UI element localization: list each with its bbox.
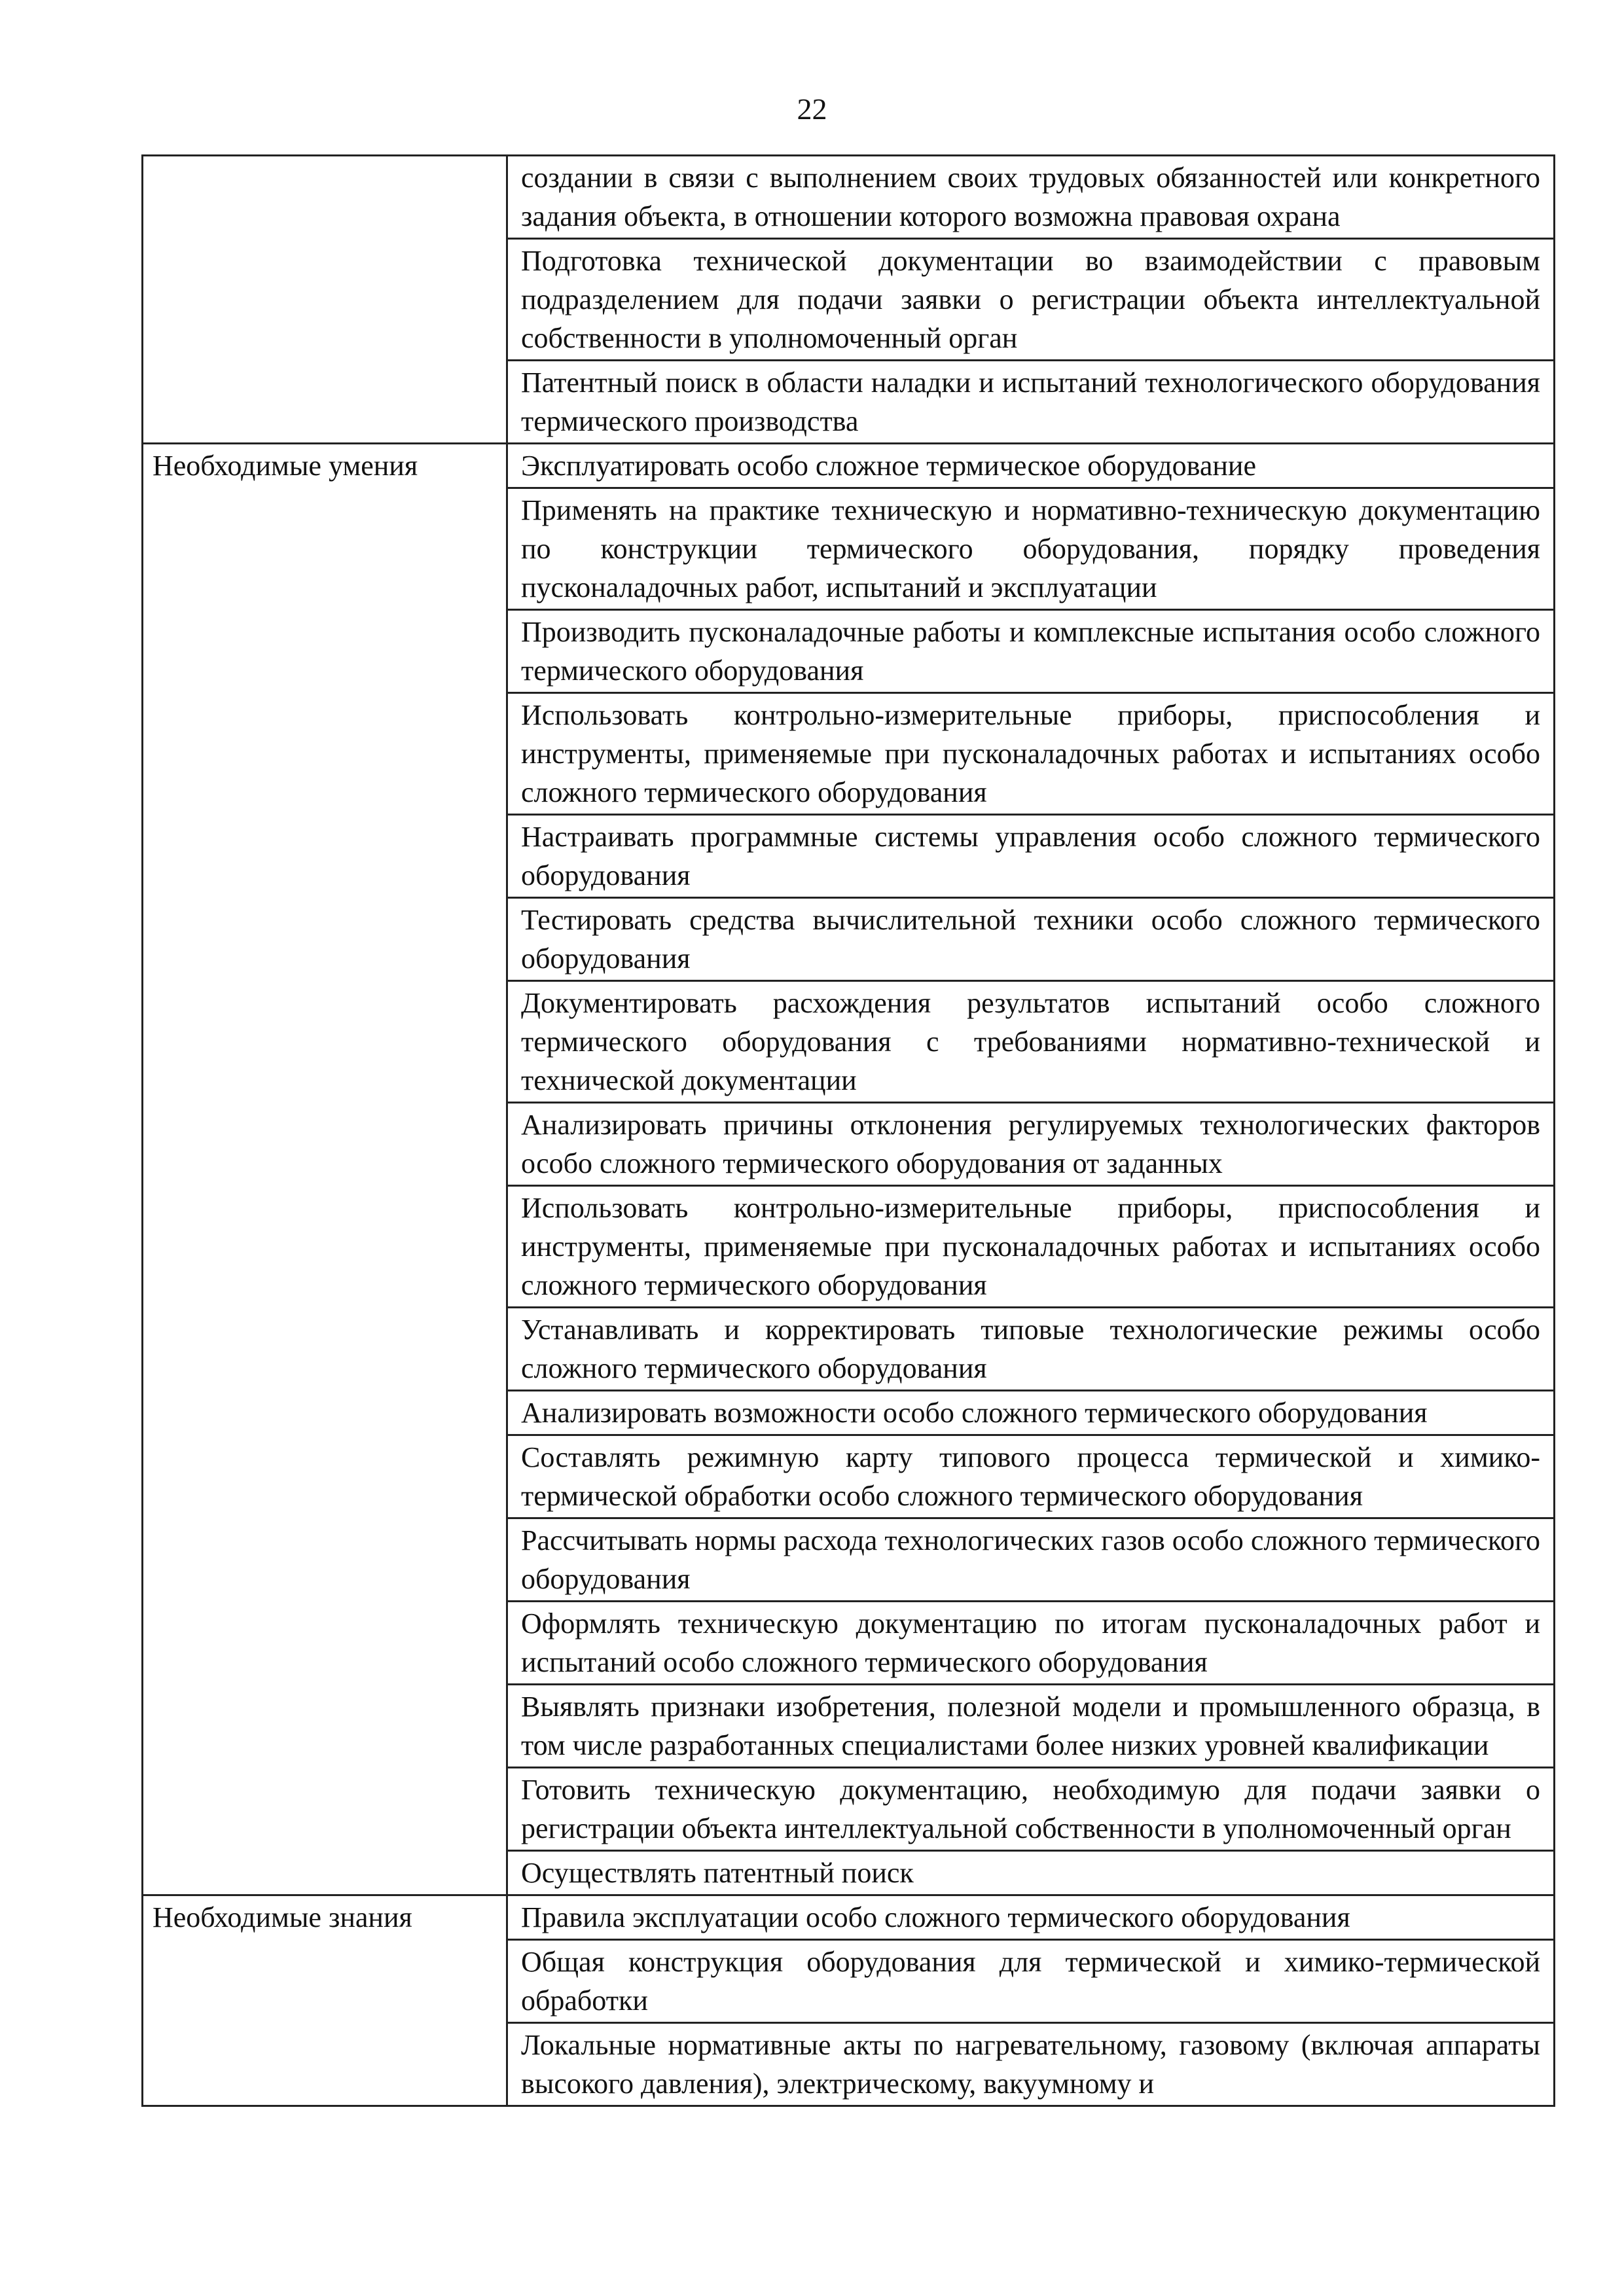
- requirement-item: Анализировать возможности особо сложного термического оборудования: [507, 1391, 1555, 1435]
- requirement-item: Готовить техническую документацию, необходимую для подачи заявки о регистрации объекта интеллектуальной собственности в уполномоченный орган: [507, 1768, 1555, 1851]
- table-row: [143, 444, 1555, 488]
- requirement-item: Анализировать причины отклонения регулируемых технологических факторов особо сложного термического оборудования от заданных: [507, 1103, 1555, 1186]
- section-label: Необходимые знания: [143, 1895, 507, 2106]
- requirement-item: Рассчитывать нормы расхода технологических газов особо сложного термического оборудования: [507, 1518, 1555, 1602]
- requirement-item: Подготовка технической документации во взаимодействии с правовым подразделением для подачи заявки о регистрации объекта интеллектуальной собственности в уполномоченный орган: [507, 239, 1555, 361]
- requirement-item: создании в связи с выполнением своих трудовых обязанностей или конкретного задания объекта, в отношении которого возможна правовая охрана: [507, 156, 1555, 239]
- section-label: Необходимые умения: [143, 444, 507, 1895]
- requirement-item: Тестировать средства вычислительной техники особо сложного термического оборудования: [507, 898, 1555, 981]
- requirement-item: Использовать контрольно-измерительные приборы, приспособления и инструменты, применяемые при пусконаладочных работах и испытаниях особо сложного термического оборудования: [507, 1186, 1555, 1308]
- requirement-item: Выявлять признаки изобретения, полезной модели и промышленного образца, в том числе разработанных специалистами более низких уровней квалификации: [507, 1685, 1555, 1768]
- page-number: 22: [797, 92, 827, 126]
- requirement-item: Осуществлять патентный поиск: [507, 1851, 1555, 1895]
- section-label-empty: [143, 156, 507, 444]
- requirement-item: Настраивать программные системы управления особо сложного термического оборудования: [507, 815, 1555, 898]
- requirement-item: Патентный поиск в области наладки и испытаний технологического оборудования термического производства: [507, 361, 1555, 444]
- requirement-item: Документировать расхождения результатов испытаний особо сложного термического оборудования с требованиями нормативно-технической и технической документации: [507, 981, 1555, 1103]
- requirement-item: Эксплуатировать особо сложное термическое оборудование: [507, 444, 1555, 488]
- table-row: [143, 156, 1555, 239]
- requirements-table: [141, 154, 1555, 2107]
- requirement-item: Локальные нормативные акты по нагревательному, газовому (включая аппараты высокого давления), электрическому, вакуумному и: [507, 2023, 1555, 2106]
- requirement-item: Производить пусконаладочные работы и комплексные испытания особо сложного термического оборудования: [507, 610, 1555, 693]
- table-row: [143, 1895, 1555, 1940]
- requirement-item: Общая конструкция оборудования для термической и химико-термической обработки: [507, 1940, 1555, 2023]
- requirement-item: Составлять режимную карту типового процесса термической и химико-термической обработки особо сложного термического оборудования: [507, 1435, 1555, 1518]
- requirement-item: Правила эксплуатации особо сложного термического оборудования: [507, 1895, 1555, 1940]
- requirement-item: Использовать контрольно-измерительные приборы, приспособления и инструменты, применяемые при пусконаладочных работах и испытаниях особо сложного термического оборудования: [507, 693, 1555, 815]
- requirement-item: Применять на практике техническую и нормативно-техническую документацию по конструкции термического оборудования, порядку проведения пусконаладочных работ, испытаний и эксплуатации: [507, 488, 1555, 610]
- table-body: [143, 156, 1555, 2106]
- requirement-item: Оформлять техническую документацию по итогам пусконаладочных работ и испытаний особо сложного термического оборудования: [507, 1602, 1555, 1685]
- requirement-item: Устанавливать и корректировать типовые технологические режимы особо сложного термического оборудования: [507, 1308, 1555, 1391]
